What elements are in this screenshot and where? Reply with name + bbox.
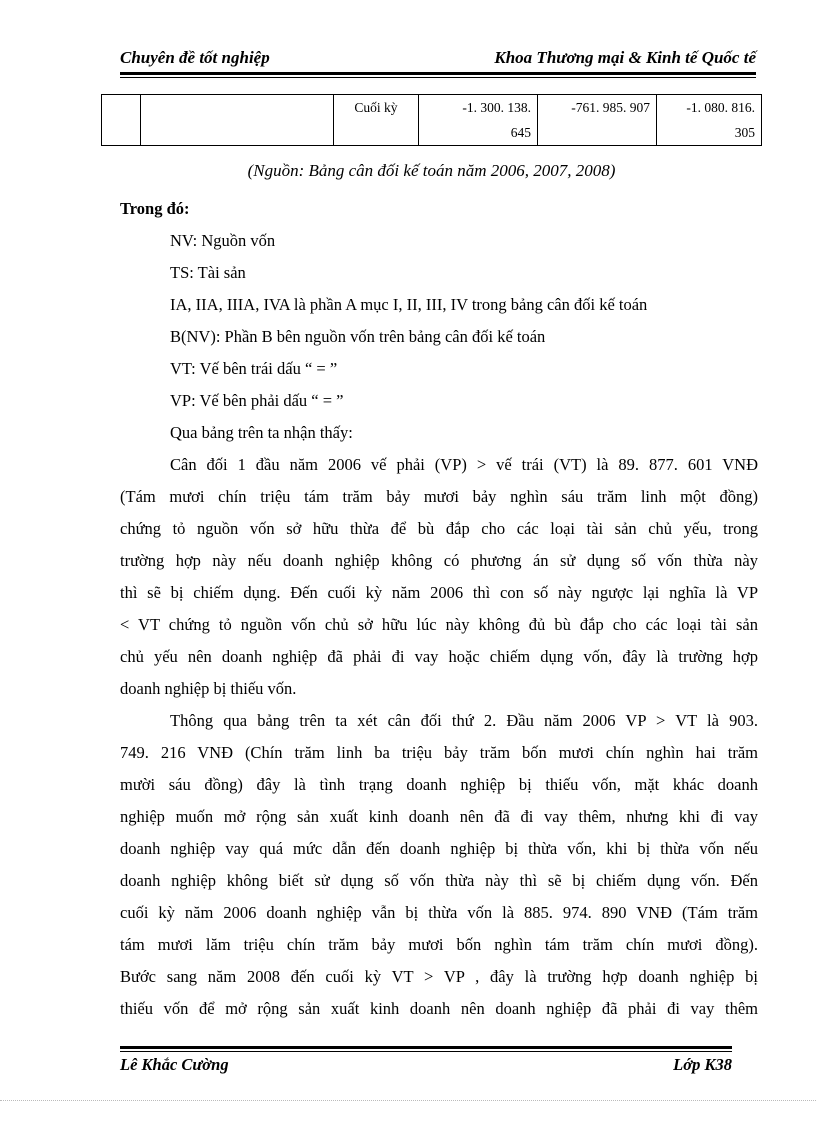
paragraph-line: Thông qua bảng trên ta xét cân đối thứ 2. Đầu năm 2006 VP > VT là 903.	[170, 711, 758, 730]
value-part: -1. 080. 816.	[686, 100, 755, 115]
table-cell-label: Cuối kỳ	[334, 95, 419, 146]
header-rule-thick	[120, 72, 756, 75]
paragraph-line: doanh nghiệp không biết sử dụng số vốn thừa này thì sẽ bị chiếm dụng vốn. Đến	[120, 871, 758, 890]
paragraph-line: 749. 216 VNĐ (Chín trăm linh ba triệu bảy trăm bốn mươi chín nghìn hai trăm	[120, 743, 758, 762]
definition-line: VP: Vế bên phải dấu “ = ”	[170, 391, 344, 410]
table-cell-empty	[141, 95, 334, 146]
table-cell-value-2007: -761. 985. 907	[538, 95, 657, 146]
footer-author: Lê Khắc Cường	[120, 1055, 229, 1074]
table-cell-value-2008	[657, 95, 762, 146]
paragraph-line: chủ yếu nên doanh nghiệp đã phải đi vay hoặc chiếm dụng vốn, đây là trường hợp	[120, 647, 758, 666]
paragraph-2	[120, 705, 758, 1025]
paragraph-line: doanh nghiệp vay quá mức dẫn đến doanh nghiệp bị thừa vốn, khi bị thừa vốn nếu	[120, 839, 758, 858]
footer-rule-thin	[120, 1051, 732, 1052]
paragraph-line: trường hợp này nếu doanh nghiệp không có phương án sử dụng số vốn thừa này	[120, 551, 758, 570]
footer-rule-thick	[120, 1046, 732, 1049]
table-cell-empty	[102, 95, 141, 146]
definition-line: B(NV): Phần B bên nguồn vốn trên bảng cân đối kế toán	[170, 327, 546, 346]
paragraph-line: Bước sang năm 2008 đến cuối kỳ VT > VP , đây là trường hợp doanh nghiệp bị	[120, 967, 758, 986]
header-left-title: Chuyên đề tốt nghiệp	[120, 48, 270, 67]
page-bottom-divider	[0, 1100, 816, 1101]
footer-class: Lớp K38	[673, 1055, 732, 1074]
paragraph-line: cuối kỳ năm 2006 doanh nghiệp vẫn bị thừa vốn là 885. 974. 890 VNĐ (Tám trăm	[120, 903, 758, 922]
definition-line: IA, IIA, IIIA, IVA là phần A mục I, II, III, IV trong bảng cân đối kế toán	[170, 295, 648, 314]
definition-line: TS: Tài sản	[170, 263, 246, 282]
definition-line: NV: Nguồn vốn	[170, 231, 276, 250]
table-cell-value-2006	[419, 95, 538, 146]
paragraph-line: (Tám mươi chín triệu tám trăm bảy mươi bảy nghìn sáu trăm linh một đồng)	[120, 487, 758, 506]
table-source-caption: (Nguồn: Bảng cân đối kế toán năm 2006, 2007, 2008)	[247, 161, 616, 180]
paragraph-line: Cân đối 1 đầu năm 2006 vế phải (VP) > vế trái (VT) là 89. 877. 601 VNĐ	[170, 455, 758, 474]
paragraph-line: thiếu vốn để mở rộng sản xuất kinh doanh nên doanh nghiệp đã phải đi vay thêm	[120, 999, 758, 1018]
definition-line: Qua bảng trên ta nhận thấy:	[170, 423, 353, 442]
paragraph-line: tám mươi lăm triệu chín trăm bảy mươi bốn nghìn tám trăm chín mươi đồng).	[120, 935, 758, 954]
page-header	[120, 48, 756, 70]
paragraph-line: nghiệp muốn mở rộng sản xuất kinh doanh nên đã đi vay thêm, nhưng khi đi vay	[120, 807, 758, 826]
value-part: 305	[734, 125, 755, 140]
paragraph-line: thì sẽ bị chiếm dụng. Đến cuối kỳ năm 2006 thì con số này ngược lại nghĩa là VP	[120, 583, 758, 602]
paragraph-1	[120, 449, 758, 705]
value-part: -1. 300. 138.	[462, 100, 531, 115]
value-part: 645	[510, 125, 531, 140]
header-right-title: Khoa Thương mại & Kinh tế Quốc tế	[494, 48, 756, 67]
definition-line: VT: Vế bên trái dấu “ = ”	[170, 359, 338, 378]
paragraph-line: mười sáu đồng) đây là tình trạng doanh nghiệp bị thiếu vốn, mặt khác doanh	[120, 775, 758, 794]
section-heading: Trong đó:	[120, 199, 190, 218]
balance-table-fragment	[101, 94, 762, 146]
paragraph-line: doanh nghiệp bị thiếu vốn.	[120, 679, 297, 698]
table-row	[102, 95, 762, 146]
paragraph-line: < VT chứng tỏ nguồn vốn chủ sở hữu lúc này không đủ bù đắp cho các loại tài sản	[120, 615, 758, 634]
paragraph-line: chứng tỏ nguồn vốn sở hữu thừa để bù đắp cho các loại tài sản chủ yếu, trong	[120, 519, 758, 538]
page-footer	[120, 1055, 732, 1077]
header-rule-thin	[120, 77, 756, 78]
body-text	[120, 193, 758, 1025]
